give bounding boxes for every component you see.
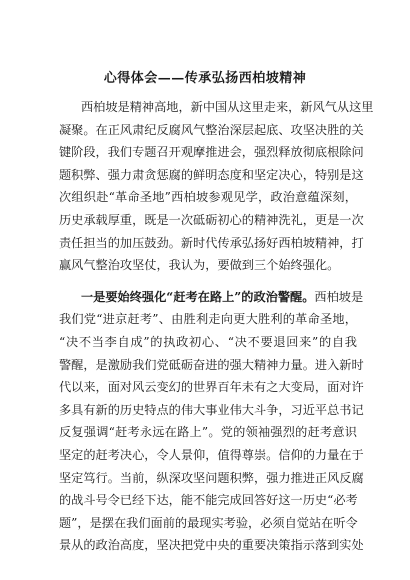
paragraph-line-rest: 西柏坡是 [314, 289, 364, 304]
document-title: 心得体会——传承弘扬西柏坡精神 [103, 71, 307, 86]
paragraph-line [59, 286, 364, 309]
paragraph-line: 历史承载厚重，既是一次砥砺初心的精神洗礼，更是一次 [59, 212, 364, 227]
paragraph-line: 键阶段，我们专题召开观摩推进会，强烈释放彻底根除问 [59, 145, 364, 160]
paragraph-line: 多具有新的历史特点的伟大事业伟大斗争，习近平总书记 [59, 402, 364, 417]
section-heading: 一是要始终强化“赶考在路上”的政治警醒。 [81, 289, 315, 304]
paragraph-line: 我们党“进京赶考”、由胜利走向更大胜利的革命圣地， [59, 312, 357, 327]
paragraph-1 [59, 96, 374, 277]
paragraph-line: 坚定的赶考决心，令人景仰，值得尊崇。信仰的力量在于 [59, 447, 364, 462]
paragraph-line: 代以来，面对风云变幻的世界百年未有之大变局，面对许 [59, 380, 364, 395]
document-body [59, 96, 374, 557]
paragraph-line: 责任担当的加压鼓劲。新时代传承弘扬好西柏坡精神，打 [59, 235, 364, 250]
paragraph-line: 警醒，是激励我们党砥砺奋进的强大精神力量。进入新时 [59, 357, 364, 372]
paragraph-line: 坚定笃行。当前，纵深攻坚问题积弊，强力推进正风反腐 [59, 470, 364, 485]
paragraph-line: 凝聚。在正风肃纪反腐风气整治深层起底、攻坚决胜的关 [59, 122, 364, 137]
paragraph-line: 反复强调“赶考永远在路上”。党的领袖强烈的赶考意识 [59, 425, 357, 440]
paragraph-line: 题积弊、强力肃贪惩腐的鲜明态度和坚定决心，特别是这 [59, 167, 364, 182]
paragraph-line: 的战斗号令已经下达，能不能完成回答好这一历史“必考 [59, 493, 358, 508]
paragraph-line: 景从的政治高度，坚决把党中央的重要决策指示落到实处 [59, 538, 364, 553]
paragraph-line: 西柏坡是精神高地，新中国从这里走来，新风气从这里 [81, 100, 374, 114]
paragraph-line: 题”，是摆在我们面前的最现实考验，必须自觉站在听令 [59, 515, 358, 530]
paragraph-2 [59, 286, 364, 557]
paragraph-line: “决不当李自成”的执政初心、“决不要退回来”的自我 [59, 334, 357, 349]
paragraph-line: 赢风气整治攻坚仗，我认为，要做到三个始终强化。 [59, 258, 340, 273]
paragraph-line: 次组织赴“革命圣地”西柏坡参观见学，政治意蕴深刻， [59, 190, 357, 205]
